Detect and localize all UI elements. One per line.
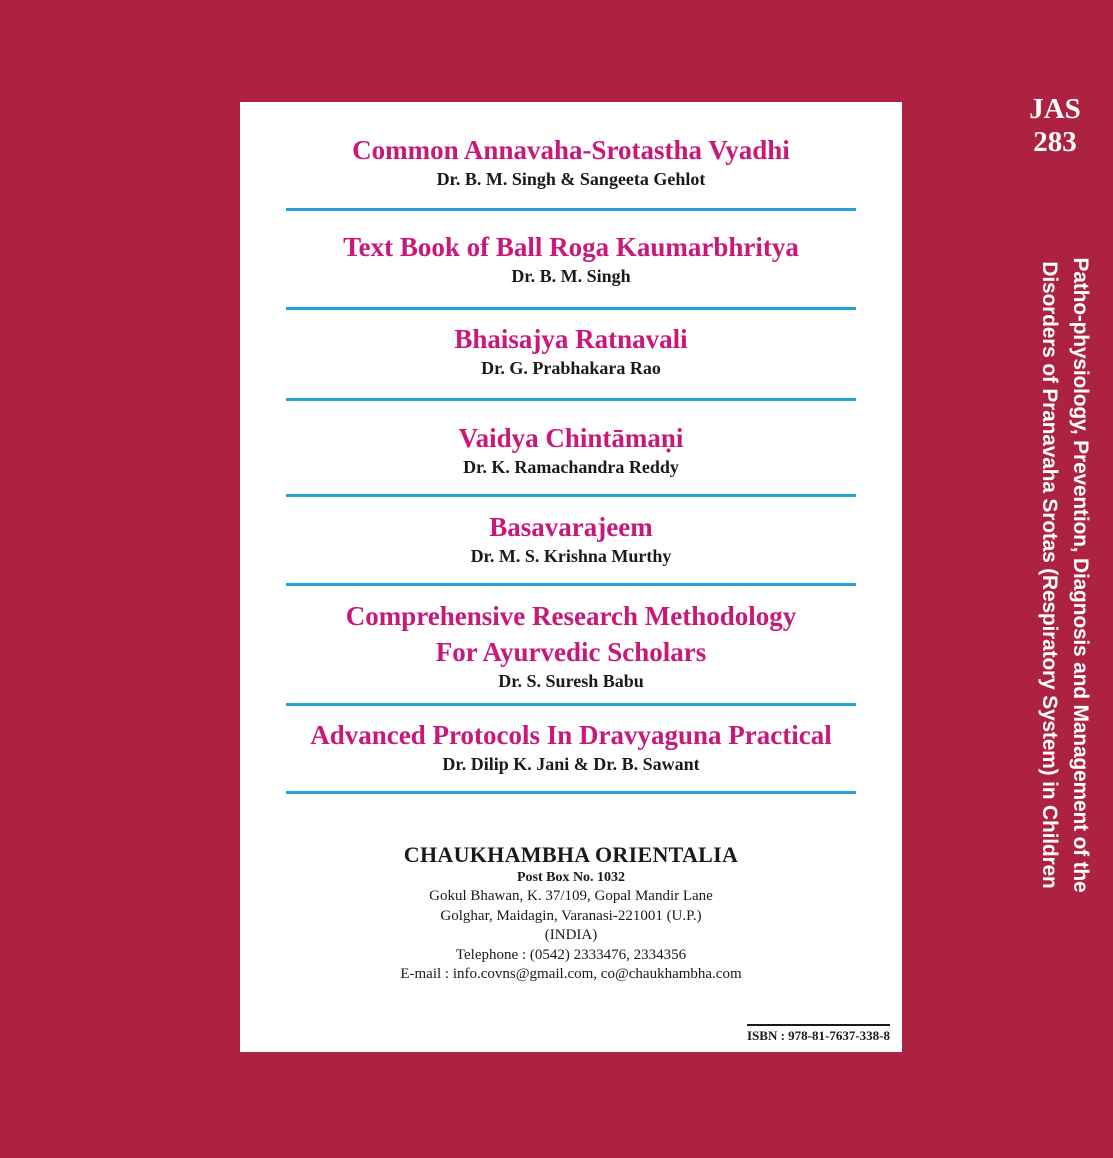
divider-rule — [286, 398, 856, 401]
divider-rule — [286, 583, 856, 586]
book-title: Common Annavaha-Srotastha Vyadhi — [352, 135, 790, 165]
book-author: Dr. M. S. Krishna Murthy — [470, 546, 672, 566]
book-title: Vaidya Chintāmaṇi — [458, 423, 684, 453]
book-title-line2: For Ayurvedic Scholars — [435, 637, 707, 667]
book-title-line1: Comprehensive Research Methodology — [345, 601, 797, 631]
book-author: Dr. S. Suresh Babu — [498, 671, 644, 691]
book-entry — [240, 717, 902, 775]
divider-rule — [286, 703, 856, 706]
book-author: Dr. B. M. Singh — [511, 266, 631, 286]
book-entry — [240, 229, 902, 287]
series-badge — [1010, 93, 1100, 159]
publisher-address-line1: Gokul Bhawan, K. 37/109, Gopal Mandir Lane — [429, 888, 713, 904]
publisher-name: CHAUKHAMBHA ORIENTALIA — [403, 842, 739, 867]
publisher-address-line2: Golghar, Maidagin, Varanasi-221001 (U.P.) — [440, 907, 702, 924]
divider-rule — [286, 494, 856, 497]
publisher-email: E-mail : info.covns@gmail.com, co@chaukhambha.com — [400, 966, 742, 982]
publisher-block — [240, 842, 902, 985]
back-cover-panel — [240, 102, 902, 1052]
book-author: Dr. B. M. Singh & Sangeeta Gehlot — [436, 169, 706, 189]
book-author: Dr. G. Prabhakara Rao — [481, 358, 661, 378]
series-code: JAS — [1029, 93, 1081, 125]
publisher-country: (INDIA) — [544, 927, 598, 943]
book-entry — [240, 420, 902, 478]
book-author: Dr. K. Ramachandra Reddy — [463, 457, 679, 477]
divider-rule — [286, 208, 856, 211]
publisher-telephone: Telephone : (0542) 2333476, 2334356 — [455, 946, 687, 963]
spine-title-line2: Disorders of Pranavaha Srotas (Respiratory System) in Children — [1038, 261, 1061, 889]
book-title: Advanced Protocols In Dravyaguna Practical — [310, 720, 832, 750]
series-number: 283 — [1033, 126, 1077, 158]
publisher-po-box: Post Box No. 1032 — [516, 870, 626, 885]
divider-rule — [286, 307, 856, 310]
divider-rule — [286, 791, 856, 794]
book-entry — [240, 321, 902, 379]
book-entry — [240, 509, 902, 567]
book-title: Text Book of Ball Roga Kaumarbhritya — [343, 232, 799, 262]
book-author: Dr. Dilip K. Jani & Dr. B. Sawant — [442, 754, 700, 774]
book-entry — [240, 598, 902, 692]
book-title: Basavarajeem — [489, 512, 653, 542]
book-title: Bhaisajya Ratnavali — [454, 324, 688, 354]
book-entry — [240, 132, 902, 190]
spine-title-line1: Patho-physiology, Prevention, Diagnosis and Management of the — [1069, 257, 1092, 893]
isbn-label: ISBN : 978-81-7637-338-8 — [747, 1024, 890, 1043]
